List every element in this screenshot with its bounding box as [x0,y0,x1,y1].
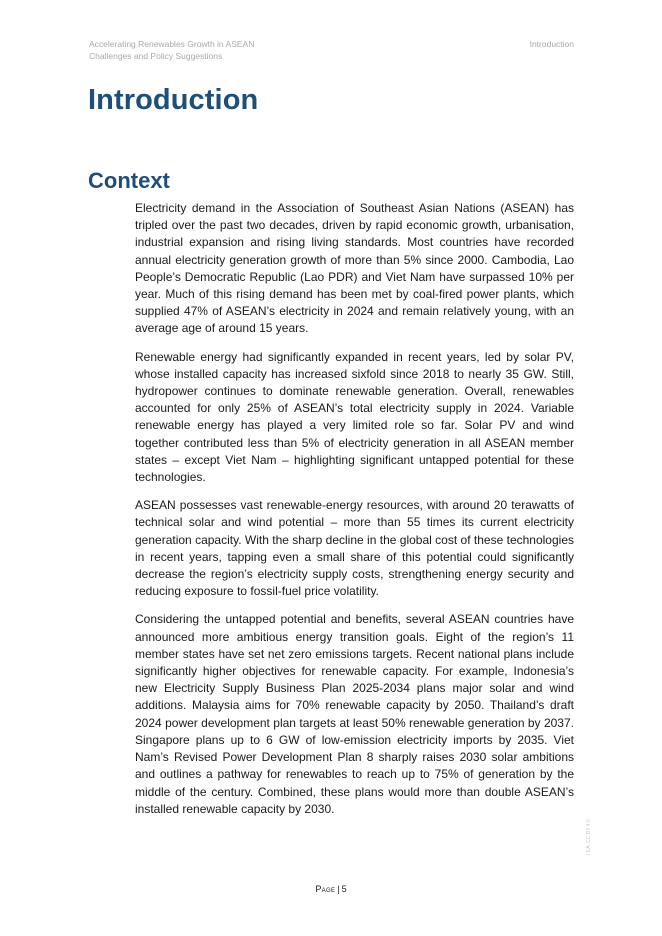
page-title: Introduction [88,84,259,116]
paragraph-2: Renewable energy had significantly expanded in recent years, led by solar PV, whose installed capacity has increased sixfold since 2018 to nearly 35 GW. Still, hydropower continues to dominate renewable generation. Overall, renewables accounted for only 25% of ASEAN’s total electricity supply in 2024. Variable renewable energy has played a very limited role so far. Solar PV and wind together contributed less than 5% of electricity generation in all ASEAN member states – except Viet Nam – highlighting significant untapped potential for these technologies. [135,349,574,485]
page-label: Page [315,884,336,894]
header-title-line-1: Accelerating Renewables Growth in ASEAN [89,39,255,49]
paragraph-1: Electricity demand in the Association of Southeast Asian Nations (ASEAN) has tripled over the past two decades, driven by rapid economic growth, urbanisation, industrial expansion and rising living standards. Most countries have recorded annual electricity generation growth of more than 5% since 2000. Cambodia, Lao People’s Democratic Republic (Lao PDR) and Viet Nam have surpassed 10% per year. Much of this rising demand has been met by coal-fired power plants, which supplied 47% of ASEAN’s electricity in 2024 and remain relatively young, with an average age of around 15 years. [135,201,574,336]
paragraph-4: Considering the untapped potential and benefits, several ASEAN countries have announced more ambitious energy transition goals. Eight of the region’s 11 member states have set net zero emissions targets. Recent national plans include significantly higher objectives for renewable capacity. For example, Indonesia’s new Electricity Supply Business Plan 2025-2034 plans major solar and wind additions. Malaysia aims for 70% renewable capacity by 2050. Thailand’s draft 2024 power development plan targets at least 50% renewable generation by 2037. Singapore plans up to 6 GW of low-emission electricity imports by 2035. Viet Nam’s Revised Power Development Plan 8 sharply raises 2030 solar ambitions and outlines a pathway for renewables to reach up to 75% of generation by the middle of the century. Combined, these plans would more than double ASEAN’s installed renewable capacity by 2030. [135,612,574,816]
page-separator: | [337,884,340,894]
page-number: 5 [341,884,347,894]
running-header-section: Introduction [529,39,574,49]
paragraph-3: ASEAN possesses vast renewable-energy resources, with around 20 terawatts of technical solar and wind potential – more than 55 times its current electricity generation capacity. With the sharp decline in the global cost of these technologies in recent years, tapping even a small share of this potential could significantly decrease the region’s electricity supply costs, strengthening energy security and reducing exposure to fossil-fuel price volatility. [135,498,574,599]
running-header-title [89,38,254,62]
header-title-line-2: Challenges and Policy Suggestions [89,51,223,61]
license-code: I EA. CC BY 4.0 [586,819,592,855]
page-footer [0,884,662,894]
section-title: Context [88,168,170,193]
body-text [135,200,574,829]
